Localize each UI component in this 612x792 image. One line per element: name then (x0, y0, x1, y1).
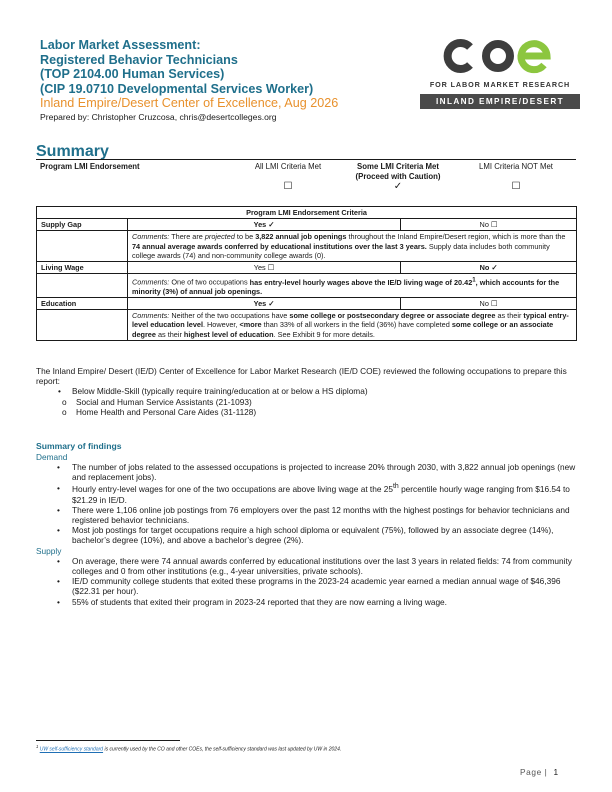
occupation-item: Home Health and Personal Care Aides (31-1128) (76, 406, 257, 417)
occupation-list (36, 397, 576, 417)
criteria-comment-spacer (37, 231, 128, 262)
criteria-table-header: Program LMI Endorsement Criteria (37, 207, 577, 219)
list-item (36, 576, 576, 596)
center-date-line: Inland Empire/Desert Center of Excellence, Aug 2026 (40, 96, 339, 111)
title-line-3: (TOP 2104.00 Human Services) (40, 67, 225, 82)
coe-logo-icon (440, 38, 560, 74)
bullet-icon: • (57, 555, 60, 566)
findings-section (36, 452, 576, 607)
bullet-icon: • (57, 576, 60, 587)
list-item (62, 397, 576, 407)
logo-subtitle: FOR LABOR MARKET RESEARCH (429, 80, 571, 89)
bullet-icon: • (57, 482, 60, 493)
list-item (36, 597, 576, 607)
intro-section (36, 366, 576, 417)
findings-heading: Summary of findings (36, 441, 122, 451)
demand-subheading: Demand (36, 452, 68, 462)
option-not-met (456, 162, 576, 172)
bullet-icon: • (57, 596, 60, 607)
list-item (36, 525, 576, 545)
bullet-icon: • (57, 525, 60, 536)
demand-item: The number of jobs related to the assessed occupations is projected to increase 20% through 2030, with 3,822 annual job openings (new and replacement jobs). (72, 462, 576, 483)
living-wage-no[interactable]: No ✓ (401, 262, 577, 274)
list-item (36, 556, 576, 576)
living-wage-comment: Comments: One of two occupations has entry-level hourly wages above the IE/D living wage of 20.42$^1$, which accounts for the minority (3%) of annual job openings. (128, 274, 577, 298)
education-yes[interactable]: Yes ✓ (128, 298, 401, 310)
endorsement-row (36, 160, 576, 194)
footnote-marker: 1 (36, 744, 39, 749)
page-label: Page | (520, 767, 548, 777)
demand-item: Hourly entry-level wages for one of the two occupations are above living wage at the 25th percentile hourly wage ranging from $16.54 to $21.29 in IE/D. (72, 483, 570, 505)
list-item (36, 505, 576, 525)
summary-heading: Summary (36, 143, 109, 160)
option-not-met-label: LMI Criteria NOT Met (479, 162, 553, 171)
list-item (36, 462, 576, 482)
title-line-4: (CIP 19.0710 Developmental Services Worker) (40, 81, 314, 96)
criteria-label-education: Education (37, 298, 128, 310)
supply-item: 55% of students that exited their program in 2023-24 reported that they are now earning a living wage. (72, 596, 447, 607)
report-title-block (40, 38, 410, 123)
coe-logo-mark (420, 38, 580, 74)
intro-paragraph: The Inland Empire/ Desert (IE/D) Center of Excellence for Labor Market Research (IE/D COE) reviewed the following occupations to prepare this report: (36, 366, 567, 387)
circle-bullet-icon: o (62, 406, 67, 417)
criteria-comment-spacer (37, 310, 128, 341)
supply-item: On average, there were 74 annual awards conferred by educational institutions over the last 3 years in related fields: 74 from community colleges and 0 from other institutions (e.g., 4-year universities, private schools). (72, 555, 572, 576)
option-all-met-label: All LMI Criteria Met (254, 162, 322, 171)
bullet-icon: • (57, 504, 60, 515)
option-some-met-sublabel: (Proceed with Caution) (355, 172, 441, 181)
footnote-text: is currently used by the CO and other COEs, the self-sufficiency standard was last updated by UW in 2024. (103, 746, 342, 753)
table-row (37, 298, 577, 310)
supply-gap-yes[interactable]: Yes ✓ (128, 219, 401, 231)
table-row (37, 310, 577, 341)
list-item (58, 386, 576, 396)
living-wage-yes[interactable]: Yes ☐ (128, 262, 401, 274)
demand-list (36, 462, 576, 545)
title-line-1: Labor Market Assessment: (40, 38, 201, 52)
criteria-label-supply-gap: Supply Gap (37, 219, 128, 231)
page-number-value: 1 (553, 767, 559, 777)
footnote-link[interactable]: UW self-sufficiency standard (39, 746, 104, 753)
endorsement-label: Program LMI Endorsement (40, 162, 140, 171)
supply-list (36, 556, 576, 607)
table-row (37, 219, 577, 231)
skill-level-label: Below Middle-Skill (typically require training/education at or below a HS diploma) (72, 386, 368, 397)
prepared-by: Prepared by: Christopher Cruzcosa, chris@desertcolleges.org (40, 111, 277, 122)
criteria-label-living-wage: Living Wage (37, 262, 128, 274)
supply-item: IE/D community college students that exited these programs in the 2023-24 academic year earned a median annual wage of $46,396 ($22.31 per hour). (72, 576, 561, 597)
footnote (36, 744, 341, 753)
criteria-comment-spacer (37, 274, 128, 298)
table-row (37, 262, 577, 274)
list-item (62, 407, 576, 417)
table-row (37, 231, 577, 262)
option-not-met-checkbox[interactable]: ☐ (511, 181, 521, 192)
supply-gap-no[interactable]: No ☐ (401, 219, 577, 231)
coe-logo (420, 38, 580, 109)
footnote-divider (36, 740, 180, 741)
option-some-met (336, 162, 460, 182)
bullet-icon: • (57, 462, 60, 473)
education-no[interactable]: No ☐ (401, 298, 577, 310)
option-some-met-label: Some LMI Criteria Met (357, 162, 439, 171)
title-line-2: Registered Behavior Technicians (40, 52, 238, 67)
supply-gap-comment: Comments: There are projected to be 3,822 annual job openings throughout the Inland Empire/Desert region, which is more than the 74 annual average awards conferred by educational institutions over the last 3 years. Supply data includes both community college awards (74) and non-community college awards (0). (128, 231, 577, 262)
option-all-met (228, 162, 348, 172)
skill-level-list (36, 386, 576, 396)
logo-region-banner: INLAND EMPIRE/DESERT (420, 94, 580, 109)
supply-subheading: Supply (36, 545, 62, 556)
bullet-icon: • (58, 386, 61, 397)
table-row (37, 274, 577, 298)
option-all-met-checkbox[interactable]: ☐ (283, 181, 293, 192)
page-number (520, 767, 559, 777)
demand-item: Most job postings for target occupations require a high school diploma or equivalent (75%), followed by an associate degree (14%), bachelor’s degree (10%), and above a bachelor’s degree (2%). (72, 525, 554, 546)
occupation-item: Social and Human Service Assistants (21-1093) (76, 396, 252, 407)
list-item (36, 483, 576, 505)
criteria-table (36, 206, 577, 341)
demand-item: There were 1,106 online job postings from 76 employers over the past 12 months with the highest postings for behavior technicians and registered behavior technicians. (72, 504, 570, 525)
education-comment: Comments: Neither of the two occupations have some college or postsecondary degree or associate degree as their typical entry-level education level. However, <more than 33% of all workers in the field (36%) have completed some college or an associate degree as their highest level of education. See Exhibit 9 for more details. (128, 310, 577, 341)
option-some-met-checkbox[interactable]: ✓ (393, 181, 403, 192)
circle-bullet-icon: o (62, 396, 67, 407)
